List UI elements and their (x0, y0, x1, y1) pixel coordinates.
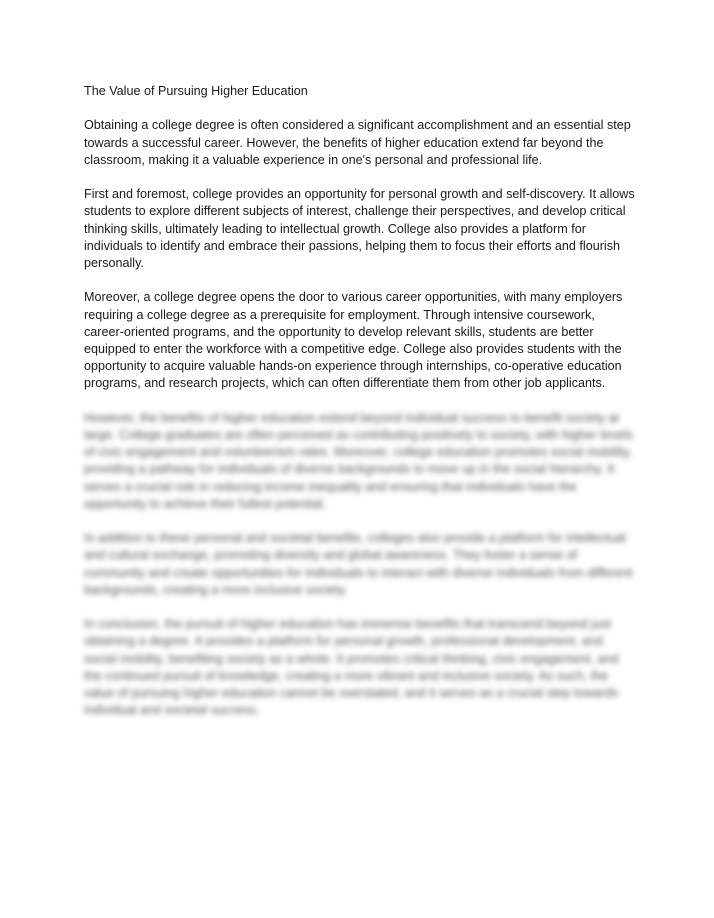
paragraph-personal-growth: First and foremost, college provides an opportunity for personal growth and self-discovery. It allows students to explore different subjects of interest, challenge their perspectives, and develop critical thinking skills, ultimately leading to intellectual growth. College also provides a platform for individuals to identify and embrace their passions, helping them to focus their efforts and flourish personally. (84, 187, 635, 270)
paragraph-intro: Obtaining a college degree is often considered a significant accomplishment and an essential step towards a successful career. However, the benefits of higher education extend far beyond the classroom, making it a valuable experience in one's personal and professional life. (84, 118, 631, 167)
document-title: The Value of Pursuing Higher Education (84, 84, 308, 98)
blurred-paragraph-exchange: In addition to these personal and societal benefits, colleges also provide a platform for intellectual and cultural exchange, promoting diversity and global awareness. They foster a sense of community and create opportunities for individuals to interact with diverse individuals from different backgrounds, creating a more inclusive society. (84, 531, 633, 597)
blurred-paragraph-society: However, the benefits of higher education extend beyond individual success to benefit society at large. College graduates are often perceived as contributing positively to society, with higher levels of civic engagement and volunteerism rates. Moreover, college education promotes social mobility, providing a pathway for individuals of diverse backgrounds to move up in the social hierarchy. It serves a crucial role in reducing income inequality and ensuring that individuals have the opportunity to achieve their fullest potential. (84, 410, 633, 511)
document-body (84, 83, 636, 737)
blurred-paragraph-conclusion: In conclusion, the pursuit of higher education has immense benefits that transcend beyond just obtaining a degree. It provides a platform for personal growth, professional development, and social mobility, benefiting society as a whole. It promotes critical thinking, civic engagement, and the continued pursuit of knowledge, creating a more vibrant and inclusive society. As such, the value of pursuing higher education cannot be overstated, and it serves as a crucial step towards individual and societal success. (84, 617, 619, 718)
paragraph-career: Moreover, a college degree opens the door to various career opportunities, with many employers requiring a college degree as a prerequisite for employment. Through intensive coursework, career-oriented programs, and the opportunity to develop relevant skills, students are better equipped to enter the workforce with a competitive edge. College also provides students with the opportunity to acquire valuable hands-on experience through internships, co-operative education programs, and research projects, which can often differentiate them from other job applicants. (84, 290, 623, 391)
